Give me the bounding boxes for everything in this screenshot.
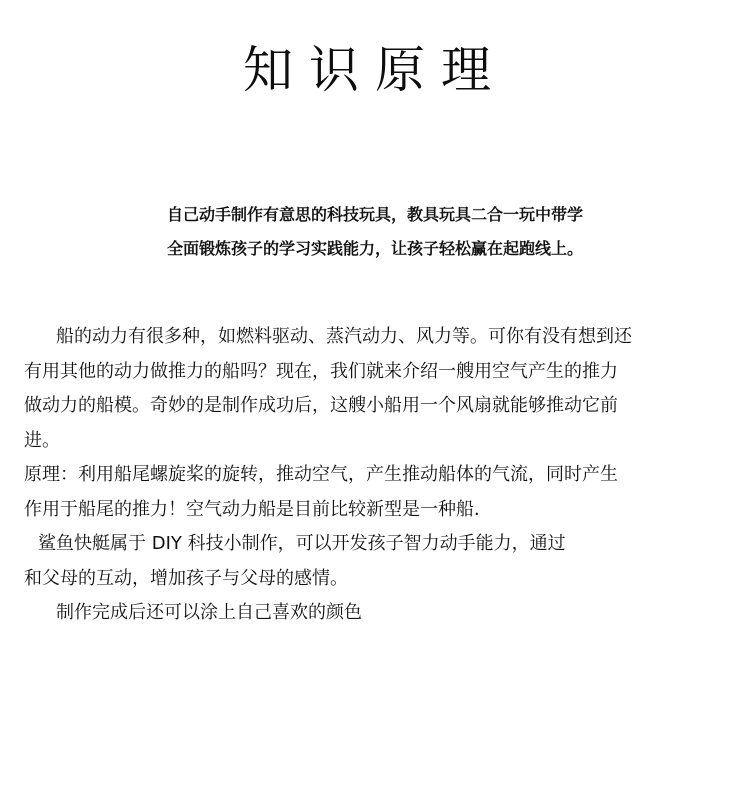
body-text-block: [24, 320, 738, 631]
principle-line-1: 原理：利用船尾螺旋桨的旋转，推动空气，产生推动船体的气流，同时产生: [24, 464, 618, 485]
page-title: 知识原理: [243, 41, 507, 99]
principle-line-2: 作用于船尾的推力！空气动力船是目前比较新型是一种船．: [24, 498, 492, 520]
body-line-4: 进。: [24, 429, 60, 451]
intro-line-2: 全面锻炼孩子的学习实践能力，让孩子轻松赢在起跑线上。: [166, 239, 583, 258]
intro-block: [0, 198, 750, 266]
body-line-2: 有用其他的动力做推力的船吗？现在，我们就来介绍一艘用空气产生的推力: [24, 360, 618, 382]
body-line-3: 做动力的船模。奇妙的是制作成功后，这艘小船用一个风扇就能够推动它前: [24, 395, 618, 416]
painting-line: 制作完成后还可以涂上自己喜欢的颜色: [56, 602, 362, 623]
shark-boat-line-2: 和父母的互动，增加孩子与父母的感情。: [24, 567, 348, 589]
intro-line-1: 自己动手制作有意思的科技玩具，教具玩具二合一玩中带学: [166, 205, 583, 224]
shark-boat-line-1: 鲨鱼快艇属于 DIY 科技小制作，可以开发孩子智力动手能力，通过: [38, 533, 566, 554]
body-line-1: 船的动力有很多种，如燃料驱动、蒸汽动力、风力等。可你有没有想到还: [56, 326, 632, 347]
